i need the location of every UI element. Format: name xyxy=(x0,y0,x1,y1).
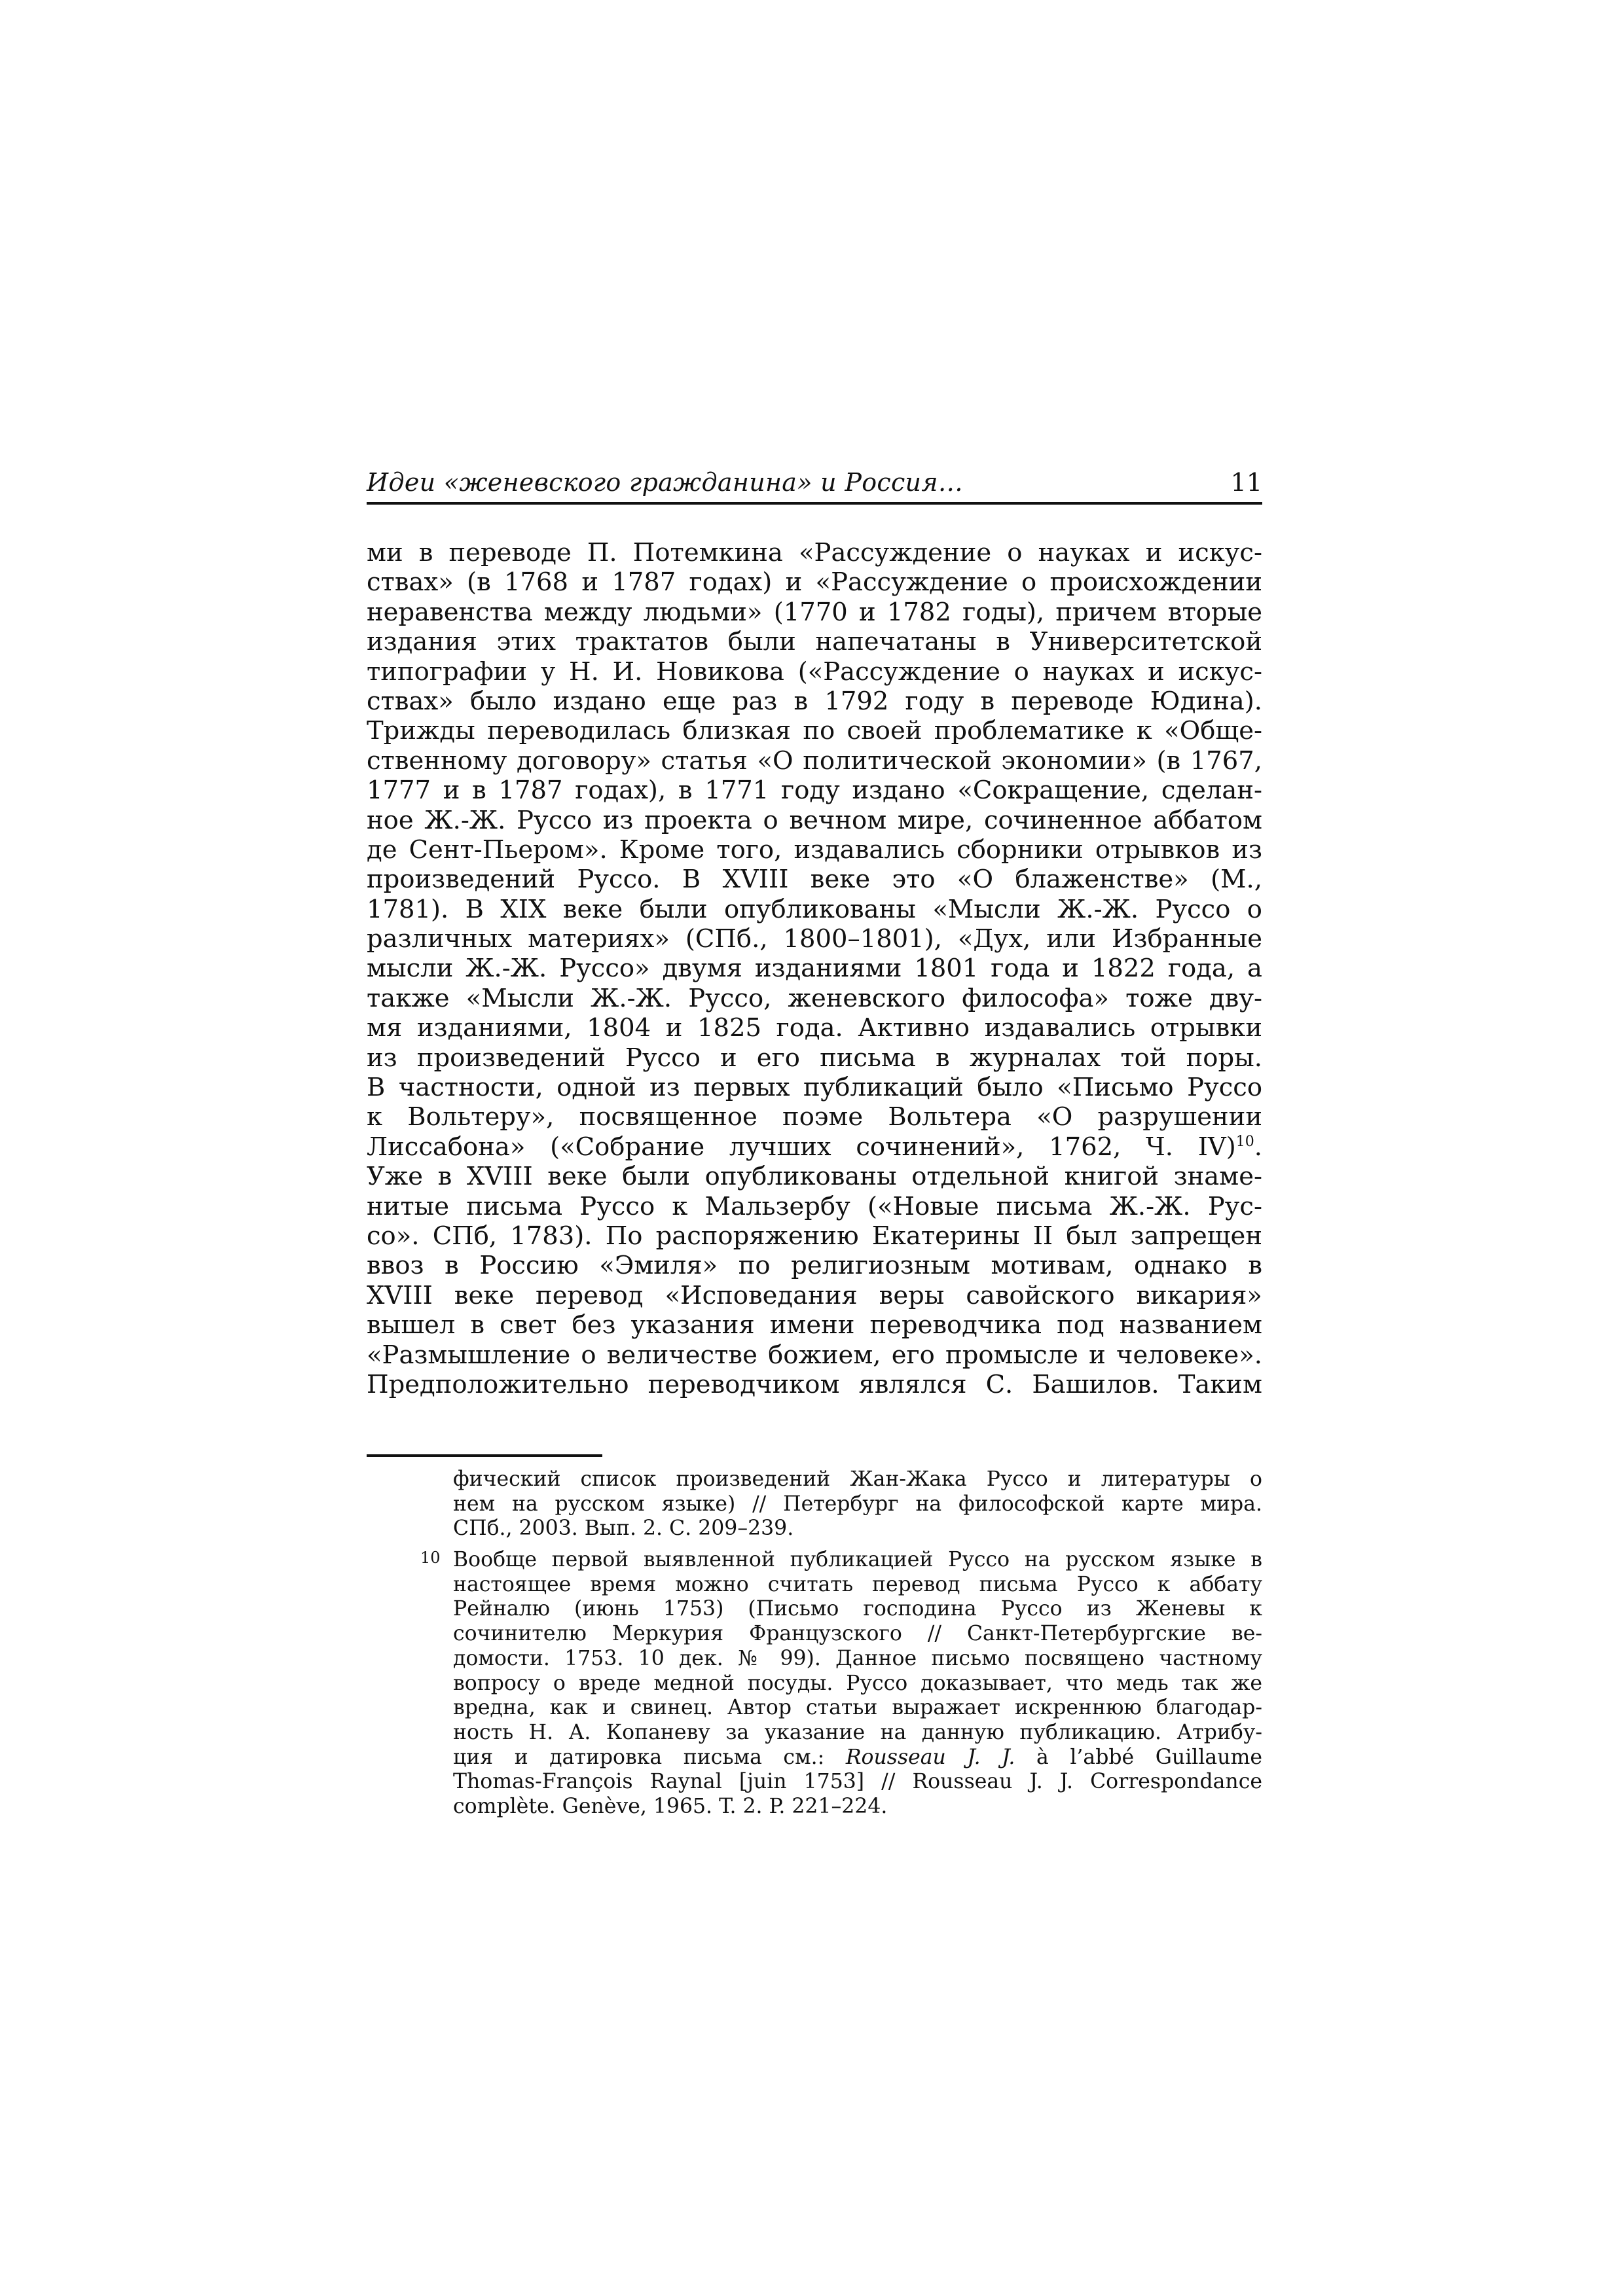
body-line: «Размышление о величестве божием, его промысле и человеке». xyxy=(367,1340,1262,1370)
body-line: издания этих трактатов были напечатаны в Университетской xyxy=(367,627,1262,657)
body-line-with-footnote-ref xyxy=(367,1132,1262,1162)
footnote-line: фический список произведений Жан-Жака Руссо и литературы о xyxy=(453,1467,1262,1491)
footnote-line: СПб., 2003. Вып. 2. С. 209–239. xyxy=(453,1516,794,1541)
footnote-10 xyxy=(367,1548,1262,1820)
footnote-line: complète. Genève, 1965. T. 2. P. 221–224. xyxy=(453,1794,888,1818)
body-line: ствах» было издано еще раз в 1792 году в переводе Юдина). xyxy=(367,686,1262,716)
body-line: де Сент-Пьером». Кроме того, издавались сборники отрывков из xyxy=(367,834,1262,865)
footnote-line: Thomas-François Raynal [juin 1753] // Rousseau J. J. Correspondance xyxy=(453,1770,1262,1794)
body-line: со». СПб, 1783). По распоряжению Екатерины II был запрещен xyxy=(367,1221,1262,1251)
body-text xyxy=(367,538,1262,1399)
body-line: ввоз в Россию «Эмиля» по религиозным мотивам, однако в xyxy=(367,1251,1262,1281)
body-line: различных материях» (СПб., 1800–1801), «Дух, или Избранные xyxy=(367,924,1262,954)
body-line: В частности, одной из первых публикаций было «Письмо Руссо xyxy=(367,1073,1262,1103)
body-line: ственному договору» статья «О политической экономии» (в 1767, xyxy=(367,745,1262,776)
footnote-line: ность Н. А. Копаневу за указание на данную публикацию. Атрибу- xyxy=(453,1720,1262,1744)
citation-prefix: ция и датировка письма см.: xyxy=(453,1745,825,1769)
footnote-line: сочинителю Меркурия Французского // Санкт-Петербургские ве- xyxy=(453,1622,1262,1646)
body-line: вышел в свет без указания имени переводчика под названием xyxy=(367,1310,1262,1340)
body-line: ми в переводе П. Потемкина «Рассуждение о науках и искус- xyxy=(367,538,1262,567)
body-line: к Вольтеру», посвященное поэме Вольтера «О разрушении xyxy=(367,1102,1262,1132)
footnote-line: вопросу о вреде медной посуды. Руссо доказывает, что медь так же xyxy=(453,1671,1262,1695)
body-line: 1777 и в 1787 годах), в 1771 году издано «Сокращение, сделан- xyxy=(367,776,1262,806)
body-line: ствах» (в 1768 и 1787 годах) и «Рассуждение о происхождении xyxy=(367,567,1262,598)
footnotes xyxy=(367,1467,1262,1820)
body-line: нитые письма Руссо к Мальзербу («Новые письма Ж.-Ж. Рус- xyxy=(367,1191,1262,1221)
body-line: из произведений Руссо и его письма в журналах той поры. xyxy=(367,1043,1262,1073)
footnote-marker: 10 xyxy=(420,1549,441,1568)
body-line: произведений Руссо. В XVIII веке это «О блаженстве» (М., xyxy=(367,865,1262,895)
citation-title: à l’abbé Guillaume xyxy=(1036,1745,1263,1769)
citation-author: Rousseau J. J. xyxy=(845,1745,1015,1769)
body-line: мысли Ж.-Ж. Руссо» двумя изданиями 1801 года и 1822 года, а xyxy=(367,954,1262,984)
footnote-line: настоящее время можно считать перевод письма Руссо к аббату xyxy=(453,1572,1262,1596)
body-line: мя изданиями, 1804 и 1825 года. Активно издавались отрывки xyxy=(367,1013,1262,1043)
body-line: 1781). В XIX веке были опубликованы «Мысли Ж.-Ж. Руссо о xyxy=(367,894,1262,924)
footnote-divider xyxy=(367,1454,602,1457)
footnote-line-citation xyxy=(453,1746,1262,1770)
footnote-ref-tail: . xyxy=(1254,1132,1262,1162)
body-line: типографии у Н. И. Новикова («Рассуждение о науках и искус- xyxy=(367,656,1262,687)
footnote-continued xyxy=(367,1467,1262,1541)
body-line: также «Мысли Ж.-Ж. Руссо, женевского философа» тоже дву- xyxy=(367,983,1262,1013)
body-line: ное Ж.-Ж. Руссо из проекта о вечном мире, сочиненное аббатом xyxy=(367,805,1262,835)
body-line: XVIII веке перевод «Исповедания веры савойского викария» xyxy=(367,1280,1262,1310)
body-line: неравенства между людьми» (1770 и 1782 годы), причем вторые xyxy=(367,597,1262,627)
body-line: Предположительно переводчиком являлся С. Башилов. Таким xyxy=(367,1369,1262,1399)
running-title: Идеи «женевского гражданина» и Россия… xyxy=(367,468,964,497)
footnote-line: Рейналю (июнь 1753) (Письмо господина Руссо из Женевы к xyxy=(453,1597,1262,1621)
footnote-line: нем на русском языке) // Петербург на философской карте мира. xyxy=(453,1492,1262,1516)
page-number: 11 xyxy=(1230,468,1262,497)
footnote-line: вредна, как и свинец. Автор статьи выражает искреннюю благодар- xyxy=(453,1696,1262,1720)
body-line: Уже в XVIII веке были опубликованы отдельной книгой знаме- xyxy=(367,1162,1262,1192)
body-line: Трижды переводилась близкая по своей проблематике к «Обще- xyxy=(367,716,1262,746)
body-line-text: Лиссабона» («Собрание лучших сочинений», 1762, Ч. IV) xyxy=(367,1132,1236,1162)
footnote-line: домости. 1753. 10 дек. № 99). Данное письмо посвящено частному xyxy=(453,1646,1262,1670)
footnote-line: Вообще первой выявленной публикацией Руссо на русском языке в xyxy=(453,1548,1262,1572)
running-header xyxy=(367,461,1262,505)
footnote-ref-10: 10 xyxy=(1235,1133,1254,1150)
